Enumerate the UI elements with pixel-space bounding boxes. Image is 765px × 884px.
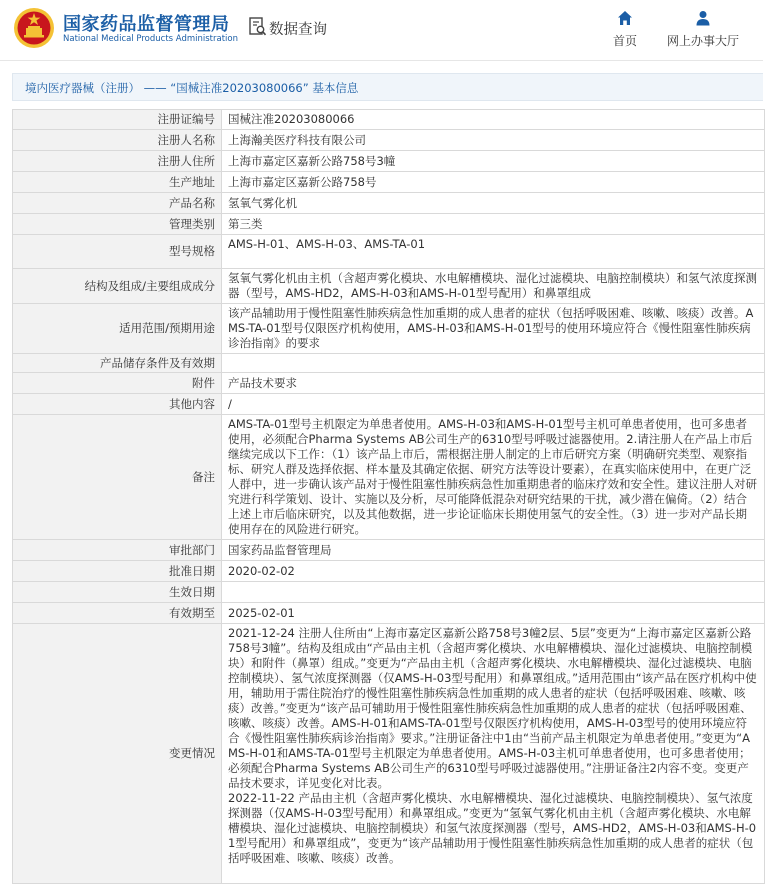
field-value: 2025-02-01 [222, 603, 765, 624]
field-label: 注册证编号 [13, 110, 222, 130]
table-row [13, 624, 765, 884]
field-value: 产品技术要求 [222, 373, 765, 394]
field-label: 注册人住所 [13, 151, 222, 172]
field-value: AMS-TA-01型号主机限定为单患者使用。AMS-H-03和AMS-H-01型号主机可单患者使用，也可多患者使用，必须配合Pharma Systems AB公司生产的6310型号呼吸过滤器使用。2.请注册人在产品上市后继续完成以下工作：（1）该产品上市后，需根据注册人制定的上市后研究方案（明确研究类型、观察指标、研究人群及选择依据、样本量及其确定依据、研究方法等设计要素），在真实临床使用中，在更广泛人群中，进一步确认该产品对于慢性阻塞性肺疾病急性加重期患者的临床疗效和安全性。建议注册人对研究进行科学策划、设计、实施以及分析，尽可能降低混杂对研究结果的干扰，减少潜在偏倚。（2）结合上述上市后临床研究，以及其他数据，进一步论证临床长期使用氢气的安全性。（3）进一步对产品长期使用存在的风险进行研究。 [222, 415, 765, 540]
field-label: 有效期至 [13, 603, 222, 624]
site-subtitle: National Medical Products Administration [63, 34, 238, 44]
table-row [13, 110, 765, 130]
field-label: 其他内容 [13, 394, 222, 415]
field-value: 氢氧气雾化机由主机（含超声雾化模块、水电解槽模块、湿化过滤模块、电脑控制模块）和氢气浓度探测器（型号，AMS-HD2，AMS-H-03和AMS-H-01型号配用）和鼻罩组成 [222, 269, 765, 304]
breadcrumb-bar [12, 73, 763, 101]
field-value: 2021-12-24 注册人住所由“上海市嘉定区嘉新公路758号3幢2层、5层”变更为“上海市嘉定区嘉新公路758号3幢”。结构及组成由“产品由主机（含超声雾化模块、水电解槽模块、湿化过滤模块、电脑控制模块）和附件（鼻罩）组成。”变更为“产品由主机（含超声雾化模块、水电解槽模块、湿化过滤模块、电脑控制模块）、氢气浓度探测器（仅AMS-H-03型号配用）和鼻罩组成。”适用范围由“该产品在医疗机构中使用，辅助用于需住院治疗的慢性阻塞性肺疾病急性加重期的成人患者的症状（包括呼吸困难、咳嗽、咳痰）改善。”变更为“该产品可辅助用于慢性阻塞性肺疾病急性加重期的成人患者的症状（包括呼吸困难、咳嗽、咳痰）改善。AMS-H-01和AMS-TA-01型号仅限医疗机构使用，AMS-H-03型号的使用环境应符合《慢性阻塞性肺疾病诊治指南》要求。”注册证备注中1由“当前产品主机限定为单患者使用。”变更为“AMS-H-01和AMS-TA-01型号主机限定为单患者使用。AMS-H-03主机可单患者使用，也可多患者使用；必须配合Pharma Systems AB公司生产的6310型号呼吸过滤器使用。”注册证备注2内容不变。变更产品技术要求，详见变化对比表。 2022-11-22 产品由主机（含超声雾化模块、水电解槽模块、湿化过滤模块、电脑控制模块）、氢气浓度探测器（仅AMS-H-03型号配用）和鼻罩组成。”变更为“氢氧气雾化机由主机（含超声雾化模块、水电解槽模块、湿化过滤模块、电脑控制模块）和氢气浓度探测器（型号，AMS-HD2，AMS-H-03和AMS-H-01型号配用）和鼻罩组成”，变更为“该产品辅助用于慢性阻塞性肺疾病急性加重期的成人患者的症状（包括呼吸困难、咳嗽、咳痰）改善。 [222, 624, 765, 884]
table-row [13, 193, 765, 214]
table-row [13, 151, 765, 172]
field-value: 上海市嘉定区嘉新公路758号 [222, 172, 765, 193]
table-row [13, 582, 765, 603]
nav-online-hall-label: 网上办事大厅 [666, 34, 739, 48]
table-row [13, 235, 765, 269]
field-value: 国械注准20203080066 [222, 110, 765, 130]
field-label: 注册人名称 [13, 130, 222, 151]
field-value: 氢氧气雾化机 [222, 193, 765, 214]
table-row [13, 214, 765, 235]
table-row [13, 394, 765, 415]
field-value: AMS-H-01、AMS-H-03、AMS-TA-01 [222, 235, 765, 269]
field-label: 产品储存条件及有效期 [13, 354, 222, 373]
field-value: 该产品辅助用于慢性阻塞性肺疾病急性加重期的成人患者的症状（包括呼吸困难、咳嗽、咳痰）改善。AMS-TA-01型号仅限医疗机构使用，AMS-H-03和AMS-H-01型号的使用环境应符合《慢性阻塞性肺疾病诊治指南》的要求 [222, 304, 765, 354]
site-title[interactable]: 国家药品监督管理局 [63, 14, 230, 35]
field-value: 国家药品监督管理局 [222, 540, 765, 561]
field-label: 产品名称 [13, 193, 222, 214]
nav-online-hall[interactable] [663, 10, 743, 49]
field-label: 备注 [13, 415, 222, 540]
data-query-icon [249, 17, 267, 37]
field-label: 型号规格 [13, 235, 222, 269]
header-divider [0, 60, 763, 61]
field-label: 管理类别 [13, 214, 222, 235]
field-label: 批准日期 [13, 561, 222, 582]
data-query-label[interactable]: 数据查询 [269, 22, 327, 38]
breadcrumb: 境内医疗器械（注册） —— “国械注准20203080066” 基本信息 [25, 81, 359, 95]
nav-home[interactable] [600, 10, 650, 49]
field-value: 第三类 [222, 214, 765, 235]
user-icon [695, 10, 711, 26]
field-value [222, 354, 765, 373]
field-label: 附件 [13, 373, 222, 394]
field-value: / [222, 394, 765, 415]
table-row [13, 540, 765, 561]
field-value: 上海市嘉定区嘉新公路758号3幢 [222, 151, 765, 172]
field-label: 适用范围/预期用途 [13, 304, 222, 354]
field-label: 生效日期 [13, 582, 222, 603]
table-row [13, 561, 765, 582]
table-row [13, 269, 765, 304]
table-row [13, 304, 765, 354]
table-row [13, 354, 765, 373]
table-row [13, 415, 765, 540]
field-value [222, 582, 765, 603]
field-value: 2020-02-02 [222, 561, 765, 582]
detail-table [12, 109, 765, 884]
field-label: 生产地址 [13, 172, 222, 193]
national-emblem-icon[interactable] [13, 7, 55, 49]
field-label: 变更情况 [13, 624, 222, 884]
nav-home-label: 首页 [612, 34, 637, 48]
site-header [0, 0, 763, 60]
home-icon [617, 10, 633, 26]
table-row [13, 172, 765, 193]
table-row [13, 373, 765, 394]
field-value: 上海瀚美医疗科技有限公司 [222, 130, 765, 151]
field-label: 审批部门 [13, 540, 222, 561]
table-row [13, 130, 765, 151]
field-label: 结构及组成/主要组成成分 [13, 269, 222, 304]
table-row [13, 603, 765, 624]
